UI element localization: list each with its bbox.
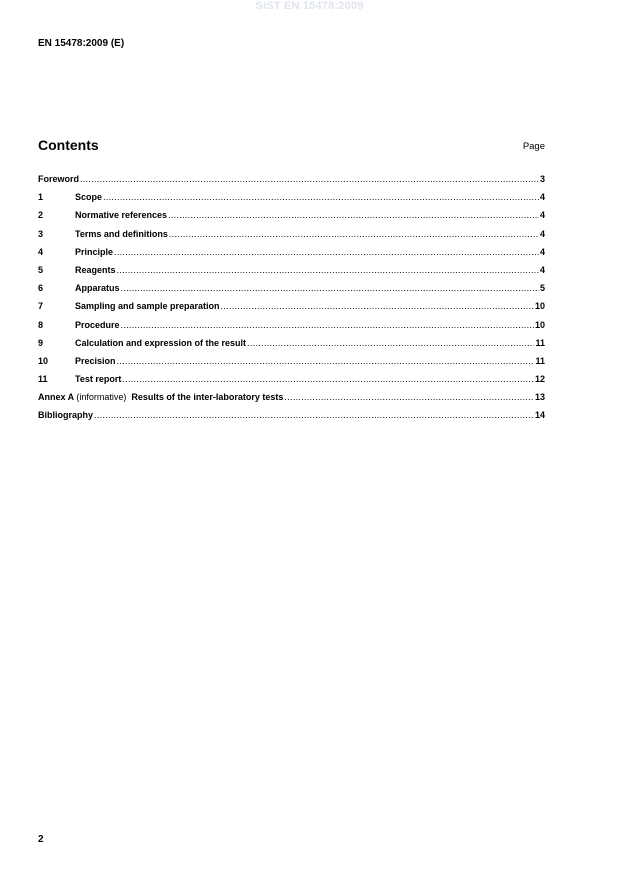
toc-entry-page: 4	[539, 264, 545, 275]
table-of-contents	[38, 174, 545, 429]
toc-entry-reagents[interactable]	[38, 265, 545, 283]
toc-leader-dots	[169, 229, 539, 239]
toc-entry-title: Apparatus	[75, 283, 120, 294]
page-column-label: Page	[522, 141, 545, 152]
toc-entry-principle[interactable]	[38, 247, 545, 265]
toc-entry-number: 7	[38, 301, 44, 312]
toc-entry-title: Test report	[75, 374, 122, 385]
toc-entry-title: Bibliography	[38, 410, 94, 421]
toc-entry-title: Precision	[75, 355, 116, 366]
toc-entry-number: 9	[38, 337, 44, 348]
toc-entry-precision[interactable]	[38, 356, 545, 374]
toc-entry-foreword[interactable]	[38, 174, 545, 192]
toc-entry-title: Principle	[75, 246, 114, 257]
toc-entry-number: 1	[38, 192, 44, 203]
toc-entry-page: 10	[534, 301, 545, 312]
toc-leader-dots	[121, 283, 539, 293]
toc-entry-page: 4	[539, 228, 545, 239]
toc-entry-page: 4	[539, 192, 545, 203]
toc-leader-dots	[247, 338, 534, 348]
toc-entry-number: 2	[38, 210, 44, 221]
toc-entry-qualifier: (informative)	[76, 392, 127, 403]
toc-entry-page: 11	[535, 355, 545, 366]
contents-heading: Contents	[38, 137, 99, 153]
toc-entry-number: 5	[38, 264, 44, 275]
toc-leader-dots	[103, 192, 539, 202]
toc-entry-page: 3	[539, 174, 545, 184]
toc-leader-dots	[284, 392, 534, 402]
toc-leader-dots	[221, 301, 534, 311]
toc-entry-title: Foreword	[38, 174, 80, 184]
toc-leader-dots	[114, 247, 539, 257]
toc-entry-normative-references[interactable]	[38, 210, 545, 228]
toc-entry-page: 14	[534, 410, 545, 421]
toc-leader-dots	[80, 174, 539, 184]
toc-entry-title: Reagents	[75, 264, 116, 275]
toc-entry-procedure[interactable]	[38, 320, 545, 338]
toc-entry-test-report[interactable]	[38, 374, 545, 392]
toc-entry-title: Calculation and expression of the result	[75, 337, 247, 348]
toc-entry-page: 12	[534, 374, 545, 385]
toc-entry-number: 4	[38, 246, 44, 257]
toc-leader-dots	[117, 356, 535, 366]
toc-entry-title: Normative references	[75, 210, 168, 221]
toc-entry-page: 4	[539, 246, 545, 257]
footer-page-number: 2	[38, 834, 44, 845]
toc-entry-title: Sampling and sample preparation	[75, 301, 220, 312]
toc-leader-dots	[168, 210, 539, 220]
toc-entry-calculation[interactable]	[38, 338, 545, 356]
toc-entry-title: Terms and definitions	[75, 228, 168, 239]
toc-entry-title: Scope	[75, 192, 103, 203]
toc-leader-dots	[94, 410, 534, 420]
toc-entry-subtitle: Results of the inter-laboratory tests	[131, 392, 284, 403]
toc-entry-page: 11	[535, 337, 545, 348]
toc-entry-title-group	[38, 392, 283, 402]
toc-leader-dots	[117, 265, 539, 275]
toc-entry-sampling[interactable]	[38, 301, 545, 319]
toc-entry-number: 3	[38, 228, 44, 239]
toc-entry-number: 8	[38, 319, 44, 330]
document-id-header: EN 15478:2009 (E)	[38, 38, 125, 49]
toc-entry-number: 6	[38, 283, 44, 294]
toc-entry-title: Annex A	[38, 392, 74, 403]
toc-entry-annex-a[interactable]	[38, 392, 545, 410]
toc-entry-number: 10	[38, 355, 49, 366]
watermark: SIST EN 15478:2009	[255, 0, 364, 12]
toc-entry-page: 4	[539, 210, 545, 221]
toc-entry-number: 11	[38, 374, 48, 385]
toc-entry-apparatus[interactable]	[38, 283, 545, 301]
toc-entry-bibliography[interactable]	[38, 410, 545, 428]
toc-leader-dots	[121, 320, 534, 330]
toc-entry-page: 13	[534, 392, 545, 403]
toc-entry-terms-and-definitions[interactable]	[38, 229, 545, 247]
toc-leader-dots	[122, 374, 534, 384]
toc-entry-scope[interactable]	[38, 192, 545, 210]
toc-entry-page: 5	[539, 283, 545, 294]
toc-entry-page: 10	[534, 319, 545, 330]
toc-entry-title: Procedure	[75, 319, 120, 330]
